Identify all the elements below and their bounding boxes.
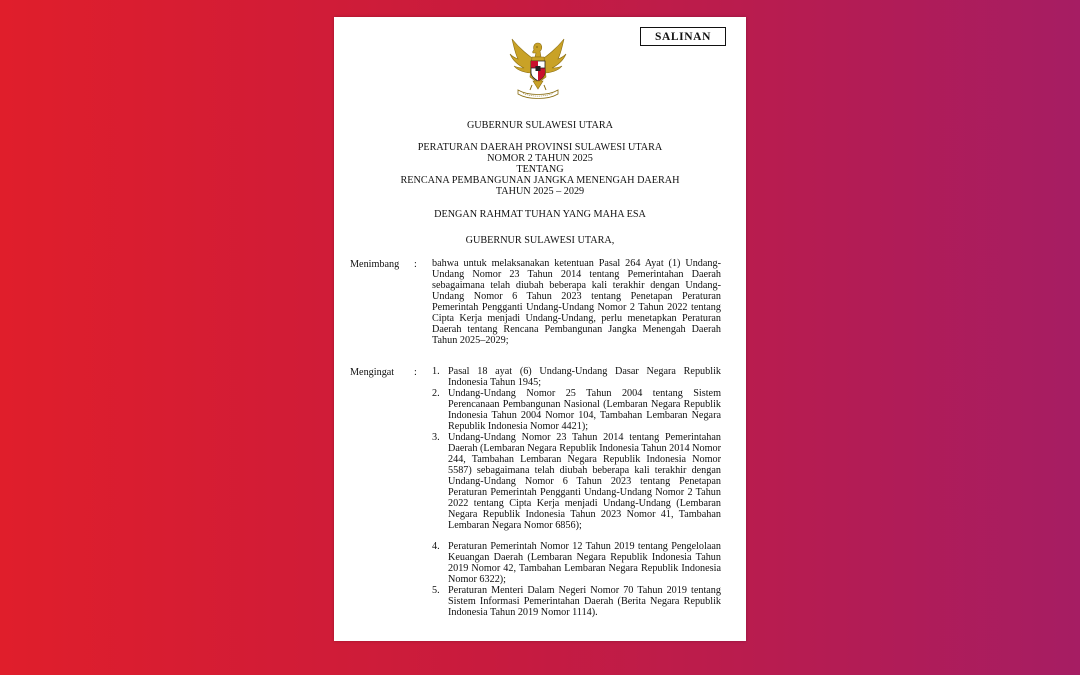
item-text: Peraturan Menteri Dalam Negeri Nomor 70 Tahun 2019 tentang Sistem Informasi Pemerintahan Daerah (Berita Negara Republik Indonesia Tahun 2019 Nomor 1114). — [448, 585, 721, 618]
item-number: 5. — [432, 585, 440, 596]
title-line-1: PERATURAN DAERAH PROVINSI SULAWESI UTARA — [417, 142, 663, 153]
item-number: 3. — [432, 432, 440, 443]
governor-heading: GUBERNUR SULAWESI UTARA — [466, 120, 614, 131]
menimbang-colon: : — [414, 259, 417, 270]
item-text: Undang-Undang Nomor 25 Tahun 2004 tentang Sistem Perencanaan Pembangunan Nasional (Lembaran Negara Republik Indonesia Tahun 2004 Nomor 104, Tambahan Lembaran Negara Republik Indonesia Nomor 4421); — [448, 388, 721, 432]
garuda-pancasila-emblem-icon — [506, 35, 570, 101]
title-line-2: NOMOR 2 TAHUN 2025 — [487, 153, 593, 164]
salinan-stamp: SALINAN — [640, 27, 726, 46]
mengingat-label: Mengingat — [350, 367, 395, 378]
governor-sign: GUBERNUR SULAWESI UTARA, — [465, 235, 615, 246]
invocation: DENGAN RAHMAT TUHAN YANG MAHA ESA — [434, 209, 646, 220]
menimbang-text: bahwa untuk melaksanakan ketentuan Pasal 264 Ayat (1) Undang-Undang Nomor 23 Tahun 2014 tentang Pemerintahan Daerah sebagaimana telah diubah beberapa kali terakhir dengan Undang-Undang Nomor 6 Tahun 2023 tentang Penetapan Peraturan Pemerintah Pengganti Undang-Undang Nomor 2 Tahun 2022 tentang Cipta Kerja menjadi Undang-Undang, perlu menetapkan Peraturan Daerah tentang Rencana Pembangunan Jangka Menengah Daerah Tahun 2025–2029; — [432, 258, 721, 346]
title-line-5: TAHUN 2025 – 2029 — [495, 186, 585, 197]
menimbang-label: Menimbang — [350, 259, 400, 270]
item-text: Peraturan Pemerintah Nomor 12 Tahun 2019 tentang Pengelolaan Keuangan Daerah (Lembaran Negara Republik Indonesia Tahun 2019 Nomor 42, Tambahan Lembaran Negara Republik Indonesia Nomor 6322); — [448, 541, 721, 585]
item-number: 1. — [432, 366, 440, 377]
item-text: Undang-Undang Nomor 23 Tahun 2014 tentang Pemerintahan Daerah (Lembaran Negara Republik Indonesia Tahun 2014 Nomor 244, Tambahan Lembaran Negara Republik Indonesia Nomor 5587) sebagaimana telah diubah beberapa kali terakhir dengan Undang-Undang Nomor 6 Tahun 2023 tentang Penetapan Peraturan Pemerintah Pengganti Undang-Undang Nomor 2 Tahun 2022 tentang Cipta Kerja menjadi Undang-Undang (Lembaran Negara Republik Indonesia Tahun 2023 Nomor 41, Tambahan Lembaran Negara Nomor 6856); — [448, 432, 721, 531]
document-page — [334, 17, 746, 641]
item-number: 2. — [432, 388, 440, 399]
title-line-3: TENTANG — [516, 164, 564, 175]
mengingat-colon: : — [414, 367, 417, 378]
item-text: Pasal 18 ayat (6) Undang-Undang Dasar Negara Republik Indonesia Tahun 1945; — [448, 366, 721, 388]
item-number: 4. — [432, 541, 440, 552]
title-line-4: RENCANA PEMBANGUNAN JANGKA MENENGAH DAERAH — [400, 175, 680, 186]
